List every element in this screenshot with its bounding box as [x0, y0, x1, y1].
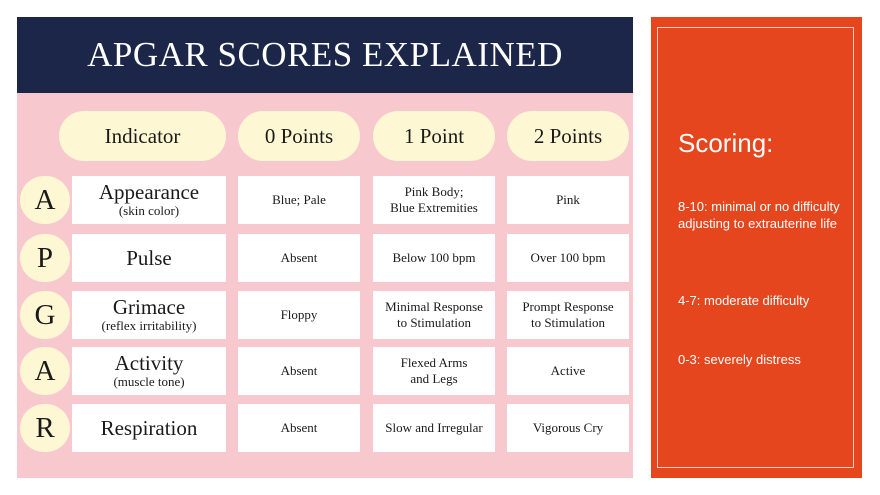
indicator-sub: (muscle tone)	[113, 374, 185, 389]
indicator-sub: (reflex irritability)	[101, 318, 197, 333]
cell-respiration-1	[373, 404, 495, 452]
cell-grimace-0	[238, 291, 360, 339]
cell-text: Absent	[280, 420, 318, 435]
score-range-low: 0-3: severely distress	[678, 352, 801, 367]
cell-text: Active	[550, 363, 586, 378]
indicator-name: Appearance	[98, 180, 200, 204]
indicator-pulse	[72, 234, 226, 282]
cell-appearance-1	[373, 176, 495, 224]
cell-respiration-2	[507, 404, 629, 452]
cell-respiration-0	[238, 404, 360, 452]
header-indicator: Indicator	[59, 111, 226, 161]
cell-text: to Stimulation	[396, 315, 472, 330]
scoring-title: Scoring:	[678, 128, 774, 158]
cell-pulse-2	[507, 234, 629, 282]
cell-text: Pink	[556, 192, 580, 207]
cell-pulse-1	[373, 234, 495, 282]
cell-activity-1	[373, 347, 495, 395]
indicator-activity	[72, 347, 226, 395]
cell-appearance-0	[238, 176, 360, 224]
cell-text: Over 100 bpm	[530, 250, 606, 265]
cell-activity-0	[238, 347, 360, 395]
cell-text: Blue; Pale	[272, 192, 326, 207]
cell-text: Absent	[280, 363, 318, 378]
header-2-points: 2 Points	[507, 111, 629, 161]
indicator-name: Grimace	[112, 295, 186, 319]
indicator-name: Pulse	[126, 246, 172, 270]
indicator-sub: (skin color)	[118, 203, 180, 218]
letter-a-appearance: A	[20, 176, 70, 224]
cell-grimace-1	[373, 291, 495, 339]
letter-r-respiration: R	[20, 404, 70, 452]
indicator-grimace	[72, 291, 226, 339]
cell-appearance-2	[507, 176, 629, 224]
letter-g-grimace: G	[20, 291, 70, 339]
score-range-high: 8-10: minimal or no difficulty adjusting to extrauterine life	[678, 199, 840, 231]
cell-text: Minimal Response	[385, 299, 483, 314]
cell-text: and Legs	[410, 371, 458, 386]
score-range-mid: 4-7: moderate difficulty	[678, 293, 810, 308]
cell-pulse-0	[238, 234, 360, 282]
header-0-points: 0 Points	[238, 111, 360, 161]
scoring-frame	[657, 27, 854, 468]
cell-activity-2	[507, 347, 629, 395]
indicator-respiration	[72, 404, 226, 452]
indicator-name: Activity	[114, 351, 184, 375]
indicator-name: Respiration	[100, 416, 198, 440]
indicator-appearance	[72, 176, 226, 224]
cell-text: Below 100 bpm	[392, 250, 476, 265]
slide-title: APGAR SCORES EXPLAINED	[17, 17, 633, 93]
cell-grimace-2	[507, 291, 629, 339]
cell-text: Flexed Arms	[400, 355, 468, 370]
cell-text: Floppy	[280, 307, 318, 322]
cell-text: Pink Body;	[404, 184, 464, 199]
cell-text: Slow and Irregular	[385, 420, 483, 435]
letter-a-activity: A	[20, 347, 70, 395]
cell-text: Vigorous Cry	[532, 420, 604, 435]
cell-text: Prompt Response	[522, 299, 614, 314]
cell-text: Absent	[280, 250, 318, 265]
letter-p-pulse: P	[20, 234, 70, 282]
cell-text: Blue Extremities	[390, 200, 478, 215]
cell-text: to Stimulation	[530, 315, 606, 330]
header-1-point: 1 Point	[373, 111, 495, 161]
